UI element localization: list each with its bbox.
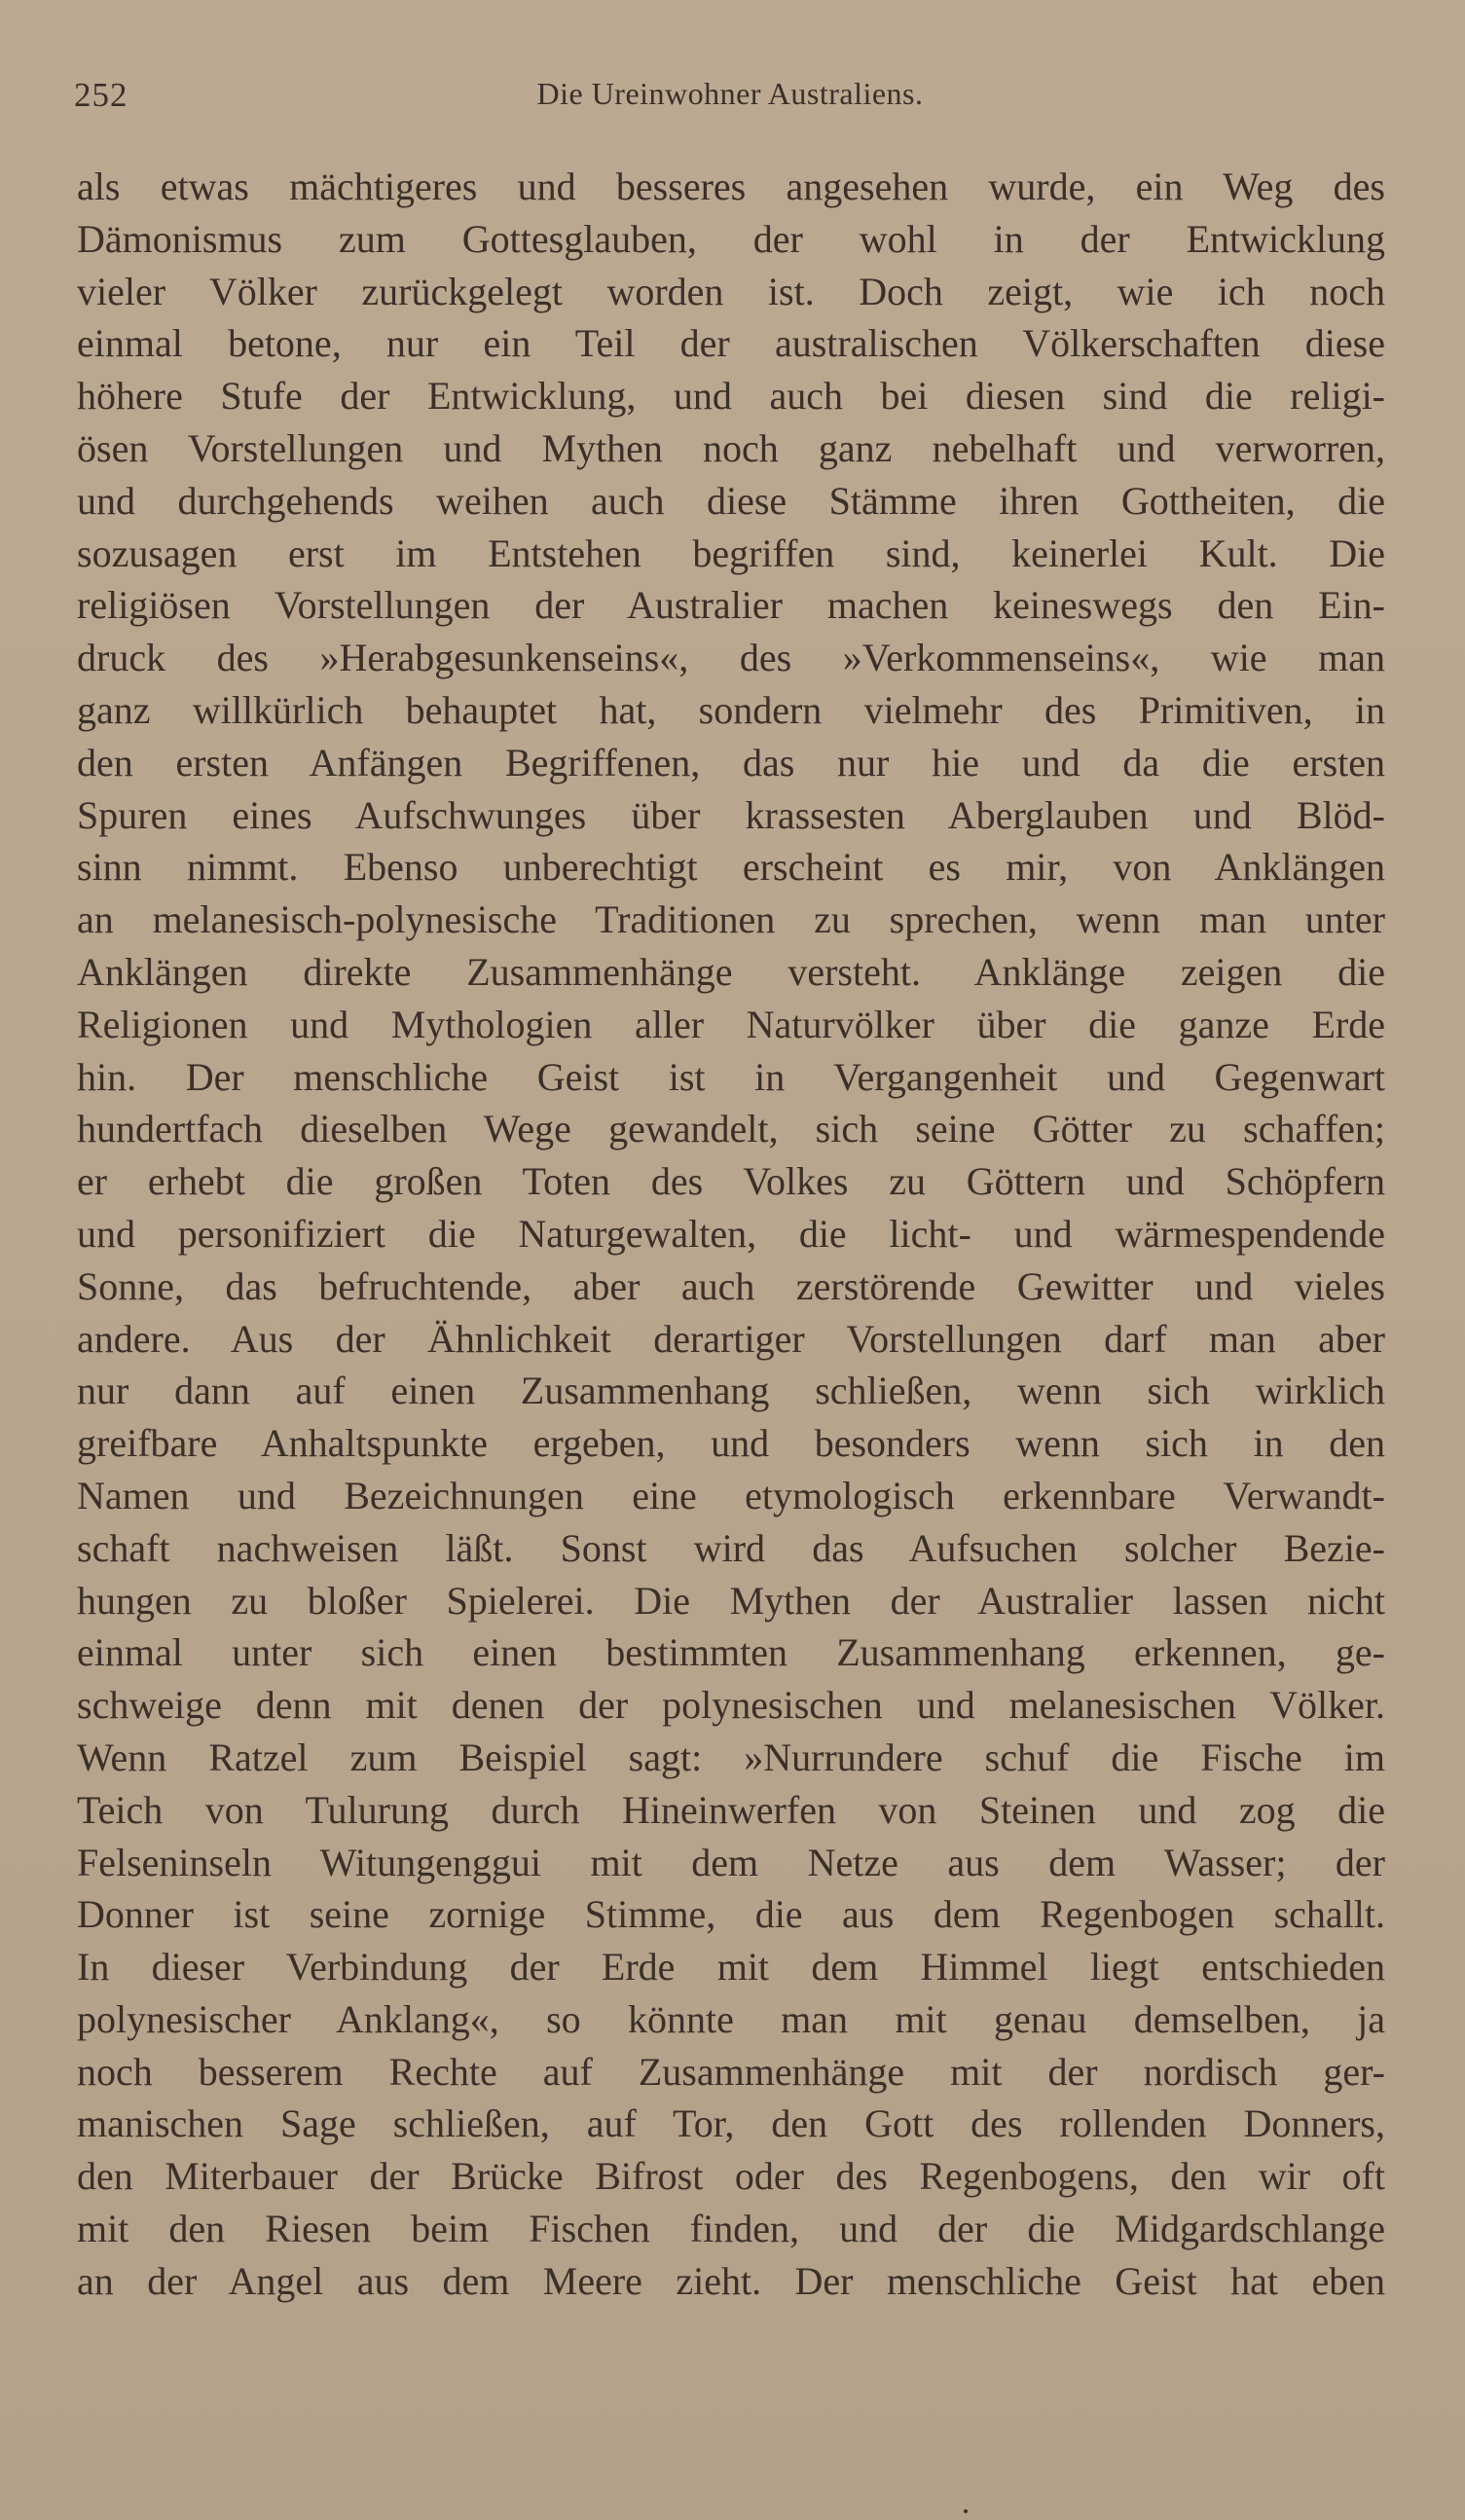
text-line: schweige denn mit denen der polynesischen und melanesischen Völker. [77, 1683, 1385, 1728]
text-line: mit den Riesen beim Fischen finden, und der die Midgardschlange [77, 2207, 1385, 2251]
page-number: 252 [74, 76, 128, 114]
text-line: sozusagen erst im Entstehen begriffen sind, keinerlei Kult. Die [77, 530, 1385, 575]
text-line: Wenn Ratzel zum Beispiel sagt: »Nurrundere schuf die Fische im [77, 1735, 1385, 1779]
text-line: Anklängen direkte Zusammenhänge versteht. Anklänge zeigen die [77, 949, 1385, 994]
body-text [77, 161, 1385, 2308]
text-line: Dämonismus zum Gottesglauben, der wohl in der Entwicklung [77, 216, 1385, 261]
text-line: Teich von Tulurung durch Hineinwerfen von Steinen und zog die [77, 1787, 1385, 1832]
running-title: Die Ureinwohner Australiens. [536, 76, 924, 111]
paper-speck [964, 2509, 968, 2513]
text-line: als etwas mächtigeres und besseres angesehen wurde, ein Weg des [77, 164, 1385, 208]
text-line: an melanesisch-polynesische Traditionen zu sprechen, wenn man unter [77, 897, 1385, 942]
text-line: er erhebt die großen Toten des Volkes zu Göttern und Schöpfern [77, 1159, 1385, 1204]
text-line: greifbare Anhaltspunkte ergeben, und besonders wenn sich in den [77, 1421, 1385, 1466]
text-line: hin. Der menschliche Geist ist in Vergangenheit und Gegenwart [77, 1054, 1385, 1099]
text-line: den ersten Anfängen Begriffenen, das nur hie und da die ersten [77, 740, 1385, 785]
text-line: Spuren eines Aufschwunges über krassesten Aberglauben und Blöd- [77, 792, 1385, 837]
text-line: hundertfach dieselben Wege gewandelt, sich seine Götter zu schaffen; [77, 1107, 1385, 1151]
text-line: sinn nimmt. Ebenso unberechtigt erscheint es mir, von Anklängen [77, 845, 1385, 890]
text-line: polynesischer Anklang«, so könnte man mit genau demselben, ja [77, 1996, 1385, 2041]
text-line: und personifiziert die Naturgewalten, die licht- und wärmespendende [77, 1211, 1385, 1256]
text-line: religiösen Vorstellungen der Australier machen keineswegs den Ein- [77, 583, 1385, 628]
text-line: ganz willkürlich behauptet hat, sondern vielmehr des Primitiven, in [77, 687, 1385, 732]
text-line: und durchgehends weihen auch diese Stämme ihren Gottheiten, die [77, 478, 1385, 523]
text-line: höhere Stufe der Entwicklung, und auch bei diesen sind die religi- [77, 374, 1385, 419]
text-line: druck des »Herabgesunkenseins«, des »Verkommenseins«, wie man [77, 636, 1385, 680]
text-line: vieler Völker zurückgelegt worden ist. Doch zeigt, wie ich noch [77, 269, 1385, 313]
text-line: an der Angel aus dem Meere zieht. Der menschliche Geist hat eben [77, 2258, 1385, 2303]
text-line: manischen Sage schließen, auf Tor, den Gott des rollenden Donners, [77, 2101, 1385, 2146]
text-line: Felseninseln Witungenggui mit dem Netze aus dem Wasser; der [77, 1840, 1385, 1884]
text-line: andere. Aus der Ähnlichkeit derartiger Vorstellungen darf man aber [77, 1316, 1385, 1361]
text-line: Namen und Bezeichnungen eine etymologisch erkennbare Verwandt- [77, 1473, 1385, 1517]
text-line: Donner ist seine zornige Stimme, die aus dem Regenbogen schallt. [77, 1892, 1385, 1937]
text-line: Sonne, das befruchtende, aber auch zerstörende Gewitter und vieles [77, 1263, 1385, 1308]
text-line: den Miterbauer der Brücke Bifrost oder des Regenbogens, den wir oft [77, 2154, 1385, 2199]
text-line: noch besserem Rechte auf Zusammenhänge mit der nordisch ger- [77, 2049, 1385, 2094]
text-line: In dieser Verbindung der Erde mit dem Himmel liegt entschieden [77, 1945, 1385, 1990]
text-line: ösen Vorstellungen und Mythen noch ganz nebelhaft und verworren, [77, 425, 1385, 470]
text-line: hungen zu bloßer Spielerei. Die Mythen der Australier lassen nicht [77, 1578, 1385, 1623]
text-line: einmal betone, nur ein Teil der australischen Völkerschaften diese [77, 321, 1385, 366]
text-line: schaft nachweisen läßt. Sonst wird das Aufsuchen solcher Bezie- [77, 1525, 1385, 1570]
text-line: Religionen und Mythologien aller Naturvölker über die ganze Erde [77, 1002, 1385, 1046]
text-line: einmal unter sich einen bestimmten Zusammenhang erkennen, ge- [77, 1630, 1385, 1675]
page-header [74, 76, 1386, 125]
text-line: nur dann auf einen Zusammenhang schließen, wenn sich wirklich [77, 1369, 1385, 1413]
